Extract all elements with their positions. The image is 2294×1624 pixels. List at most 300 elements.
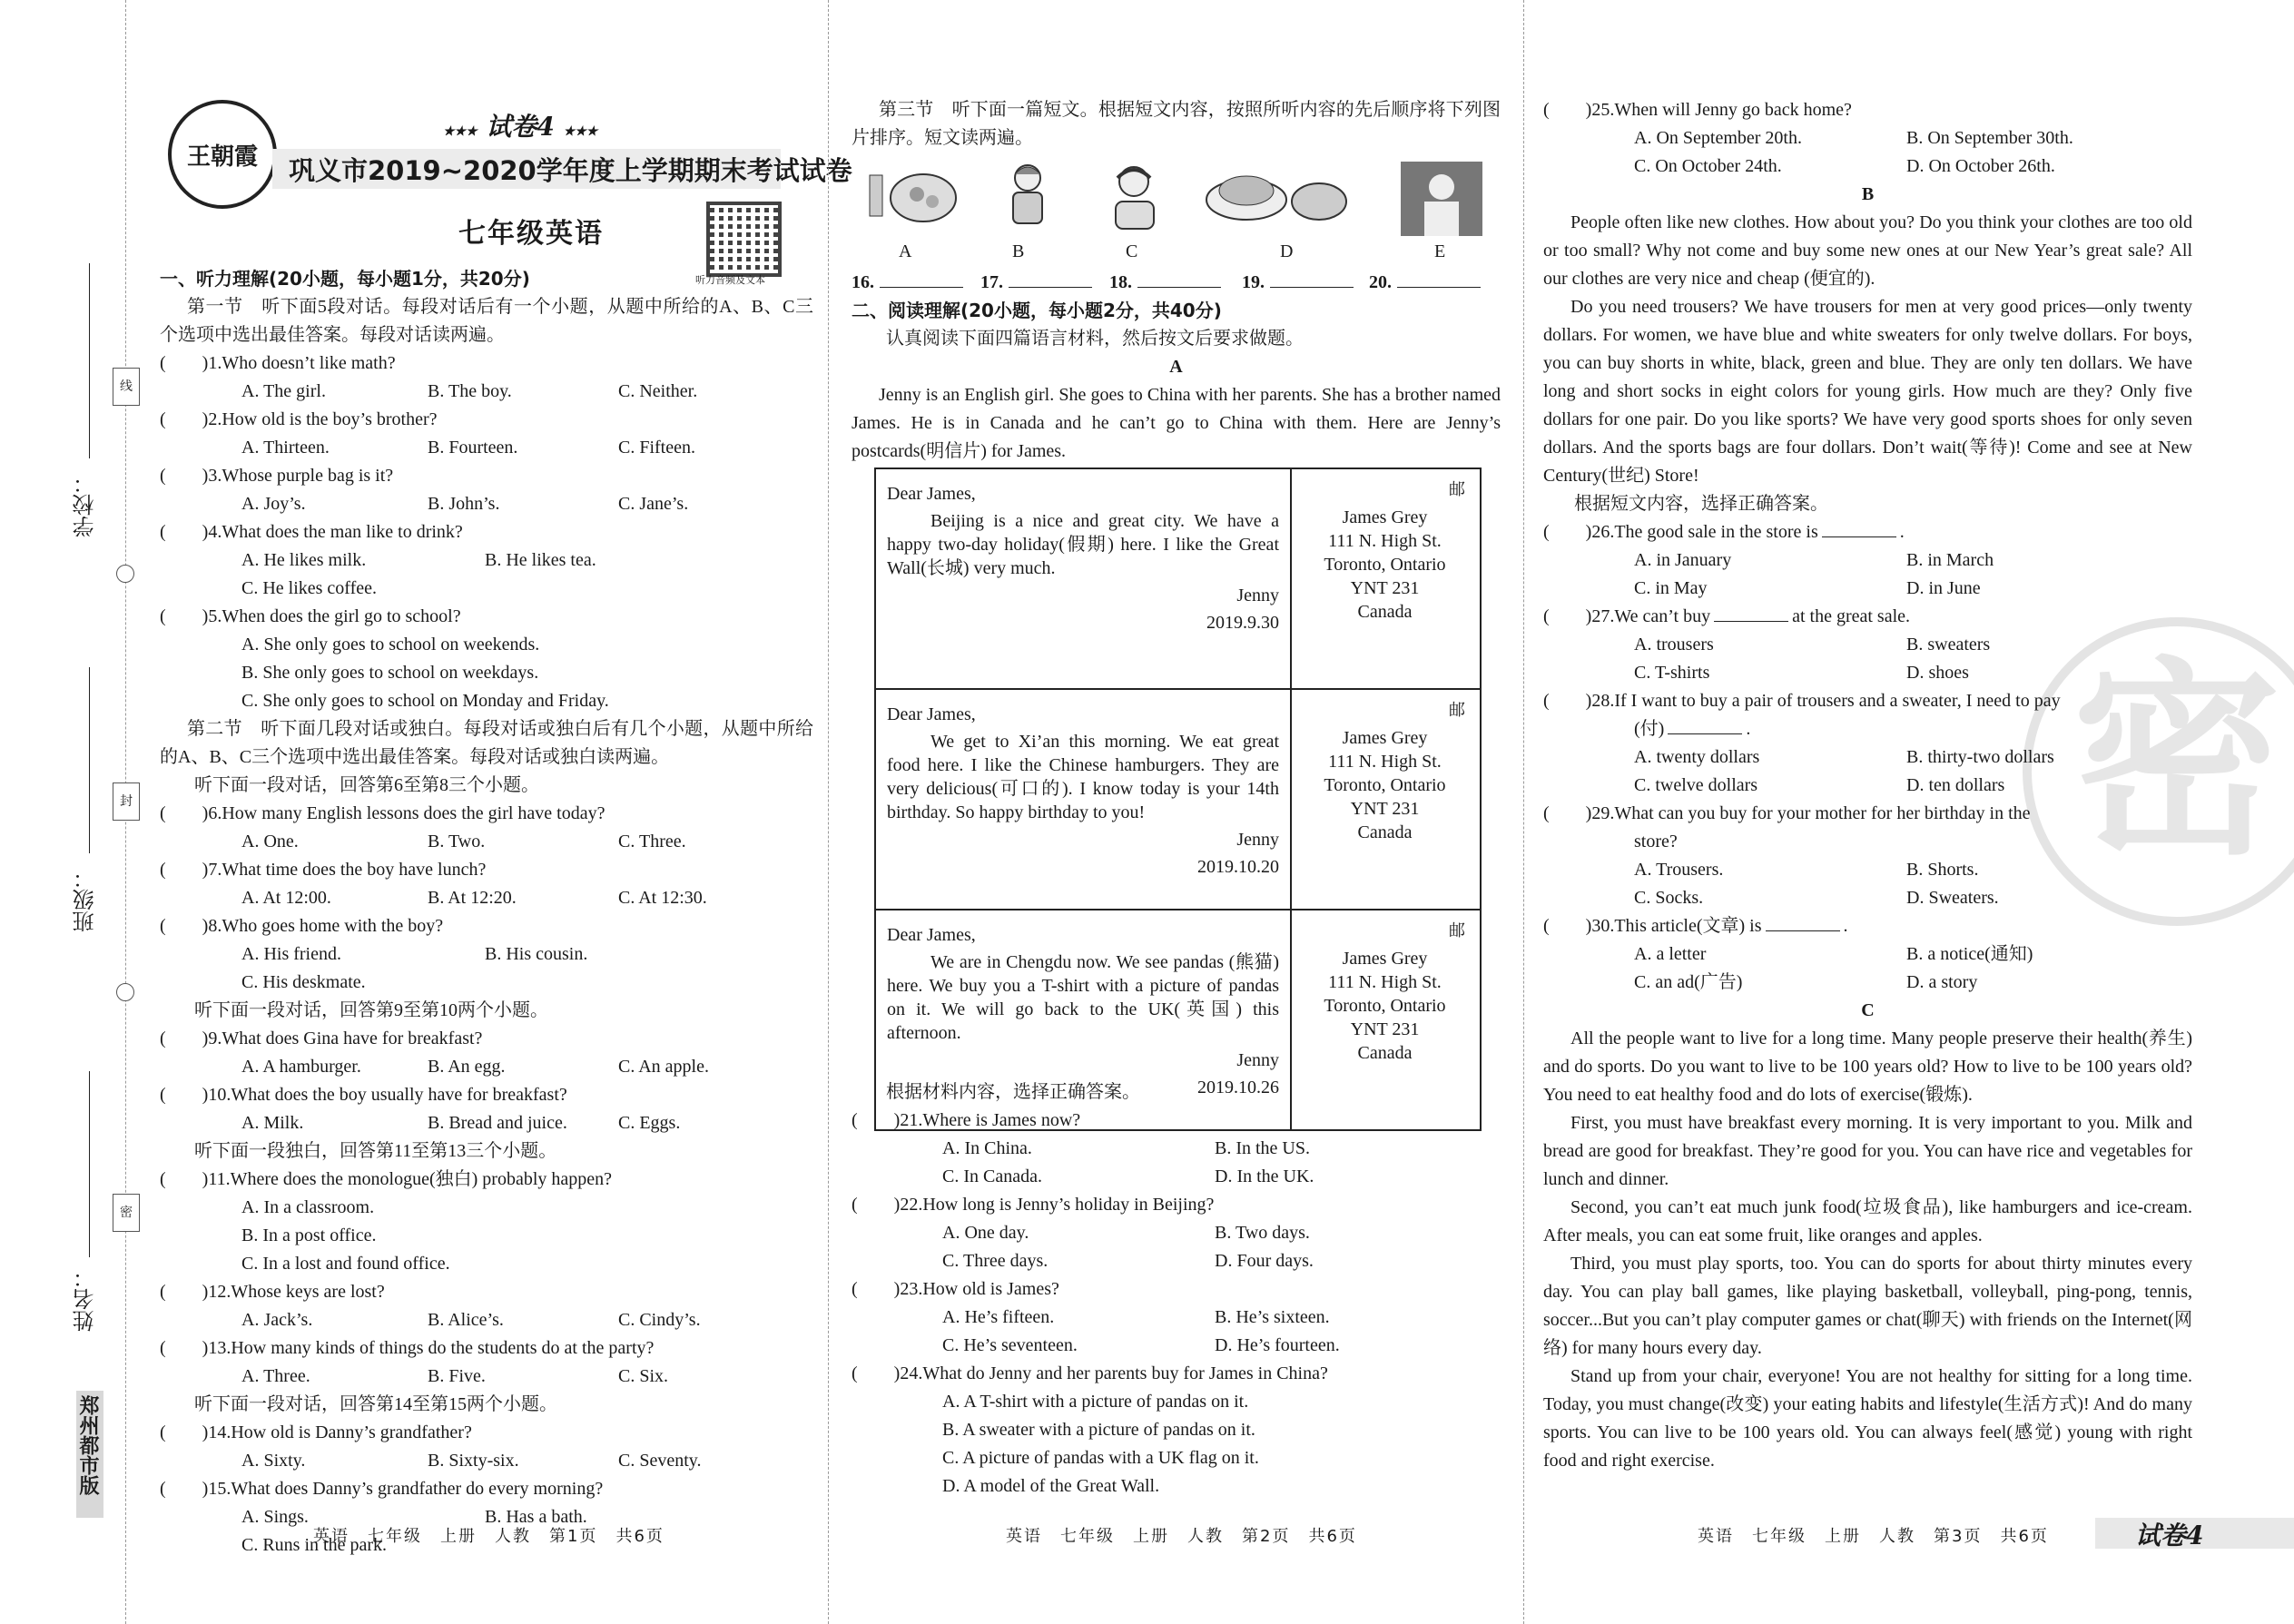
postcard-stamp: 邮 [1449,921,1465,940]
option: A. trousers [1634,635,1714,655]
question-text-after: . [1746,719,1751,739]
section-instruction: 认真阅读下面四篇语言材料，然后按文后要求做题。 [886,329,1304,349]
blank-line [1270,271,1354,288]
option: B. She only goes to school on weekdays. [241,663,539,683]
part-instruction: 第三节 听下面一篇短文。根据短文内容，按照所听内容的先后顺序将下列图片排序。短文读两遍。 [852,100,1501,148]
option-row [160,828,813,856]
postcard-stamp: 邮 [1449,480,1465,499]
woman-icon [1401,162,1482,236]
page-footer: 英语 七年级 上册 人教 第3页 共6页 [1698,1527,2049,1546]
option: B. Sixty-six. [428,1451,519,1471]
question-text: When will Jenny go back home? [1614,100,1852,120]
address-line: Toronto, Ontario [1324,775,1446,795]
subject-title: 七年级英语 [458,218,604,250]
option: B. At 12:20. [428,888,517,908]
option: A. She only goes to school on weekends. [241,635,540,655]
option: C. Three. [618,832,686,851]
page-footer: 英语 七年级 上册 人教 第2页 共6页 [1006,1527,1357,1546]
address-line: YNT 231 [1350,799,1420,819]
question-number: 5. [208,606,222,626]
question-number: 25. [1591,100,1615,120]
option: C. Eggs. [618,1113,681,1133]
option: A. On September 20th. [1634,128,1802,148]
option-row [1543,743,2192,772]
option: C. Socks. [1634,888,1704,908]
question-stem [1543,800,2192,828]
name-line [89,1071,90,1257]
food-plate-icon [867,162,958,225]
option: B. in March [1906,550,1994,570]
question-stem [160,1475,813,1503]
question-list [160,1166,813,1391]
option: C. At 12:30. [618,888,707,908]
answer-paren: ( ) [160,466,209,486]
option: B. Has a bath. [485,1507,587,1527]
option: A. He likes milk. [241,550,367,570]
passage-letter: C [1861,1000,1875,1020]
postcard-message [876,690,1292,909]
question-text: Where is James now? [922,1110,1081,1130]
question-stem [160,1334,813,1363]
postcard-table [874,468,1482,1131]
answer-paren: ( ) [160,803,209,823]
option-row [1543,546,2192,575]
option: B. thirty-two dollars [1906,747,2054,767]
passage-letter: B [1861,184,1875,204]
blank-number: 19. [1242,272,1265,292]
option: B. Two days. [1215,1223,1310,1243]
blank-line [1397,271,1481,288]
question-text-after: . [1899,522,1905,542]
option: B. Alice’s. [428,1310,504,1330]
question-number: 27. [1591,606,1615,626]
column-2-reading [852,297,1501,466]
postcard-body: We are in Chengdu now. We see pandas (熊猫) here. We buy you a T-shirt with a picture of pandas on it. We will go back to the UK(英国) this afternoon. [887,952,1279,1043]
question-stem [160,1025,813,1053]
qr-caption: 听力音频及文本 [695,274,765,286]
star-icon: ★★★ [443,124,478,139]
question-number: 13. [208,1338,231,1358]
question-text: We can’t buy [1614,606,1711,626]
logo [168,100,277,209]
passage-letter: A [1169,357,1183,377]
star-icon: ★★★ [563,124,598,139]
option-row [160,546,813,575]
option-row [852,1416,1501,1444]
passage-paragraph: People often like new clothes. How about you? Do you think your clothes are too old or too small? Why not come and buy some new ones at our New Year’s great sale? All our clothes are very nice and cheap (便宜的). [1543,212,2192,289]
option-row [852,1247,1501,1275]
option-row [160,1250,813,1278]
question-text-after: . [1843,916,1848,936]
question-text: Who doesn’t like math? [222,353,396,373]
postcard-body: Beijing is a nice and great city. We have a happy two-day holiday(假期) here. I like the Great Wall(长城) very much. [887,511,1279,578]
question-text: Who goes home with the boy? [222,916,444,936]
question-stem [852,1360,1501,1388]
option-row [160,1053,813,1081]
question-text: Whose purple bag is it? [222,466,394,486]
option-row [1543,659,2192,687]
exam-title: 巩义市2019~2020学年度上学期期末考试试卷 [289,155,852,186]
address-line: YNT 231 [1350,1019,1420,1039]
question-stem [1543,603,2192,631]
option-row [1543,153,2192,181]
question-text: How old is Danny’s grandfather? [231,1422,472,1442]
option: A. Three. [241,1366,310,1386]
question-text: What can you buy for your mother for her birthday in the [1614,803,2031,823]
option-row [160,969,813,997]
section-heading: 一、听力理解(20小题，每小题1分，共20分) [160,268,530,290]
option-row [160,687,813,715]
blank-line [1137,271,1221,288]
answer-paren: ( ) [160,860,209,880]
option: C. Runs in the park. [241,1535,387,1555]
picture-food-plate [867,162,958,225]
question-list [852,1107,1501,1501]
question-stem [852,1275,1501,1304]
option: B. Bread and juice. [428,1113,567,1133]
option: A. One. [241,832,299,851]
passage-paragraph: All the people want to live for a long time. Many people preserve their health(养生) and do sports. Do you want to live to be 100 years old? How to live to be 100 years old? You need to eat healthy food and do lots of exercise(锻炼). [1543,1029,2192,1105]
blank-number: 18. [1109,272,1132,292]
edition-label: 郑州都市版 [76,1395,99,1495]
column-3 [1543,96,2192,1475]
answer-paren: ( ) [160,1029,209,1048]
address-line: YNT 231 [1350,578,1420,598]
answer-paren: ( ) [160,606,209,626]
option: D. A model of the Great Wall. [942,1476,1160,1496]
option: D. In the UK. [1215,1166,1314,1186]
option-row [160,378,813,406]
postcard-signature: Jenny [1236,1050,1279,1070]
question-text: What time does the boy have lunch? [222,860,487,880]
girl-cake-icon [1103,162,1167,232]
answer-paren: ( ) [852,1363,901,1383]
blank-line [1822,520,1896,537]
question-stem [1543,912,2192,940]
question-stem [160,518,813,546]
answer-paren: ( ) [1543,691,1592,711]
option: B. The boy. [428,381,512,401]
answer-blank [980,271,1092,293]
option: C. T-shirts [1634,663,1710,683]
address-line: James Grey [1342,949,1428,969]
column-1 [160,265,813,1560]
sub-instruction: 听下面一段对话，回答第6至第8三个小题。 [194,775,539,795]
passage-paragraph: Stand up from your chair, everyone! You are not healthy for sitting for a long time. Today, you must change(改变) your eating habits and lifestyle(生活方式)! And do many sports. You can live to be 100 years old. You can always feel(感觉) young with right food and right exercise. [1543,1366,2192,1471]
picture-woman [1401,162,1482,236]
answer-blank [1109,271,1221,293]
question-text: What does Gina have for breakfast? [222,1029,483,1048]
postcard [876,690,1480,910]
option-row [852,1332,1501,1360]
option: D. Four days. [1215,1251,1314,1271]
question-number: 14. [208,1422,231,1442]
option-row [1543,940,2192,969]
question-text: How old is the boy’s brother? [222,409,438,429]
option: A. The girl. [241,381,326,401]
option: C. An apple. [618,1057,709,1077]
option: A. He’s fifteen. [942,1307,1055,1327]
question-stem [1543,96,2192,124]
option-row [160,940,813,969]
option: B. His cousin. [485,944,588,964]
picture-label: B [1012,241,1025,261]
question-number: 29. [1591,803,1615,823]
column-2-questions [852,1078,1501,1501]
question-stem [160,856,813,884]
address-line: Toronto, Ontario [1324,996,1446,1016]
option-row [1543,856,2192,884]
option: C. Cindy’s. [618,1310,701,1330]
option: A. Sixty. [241,1451,306,1471]
address-line: James Grey [1342,728,1428,748]
sub-instruction: 听下面一段独白，回答第11至第13三个小题。 [194,1141,557,1161]
answer-blank [852,271,963,293]
passage-b [1543,209,2192,490]
option-row [852,1304,1501,1332]
option: D. He’s fourteen. [1215,1335,1340,1355]
postcard-date: 2019.10.26 [1197,1078,1279,1097]
passage-a: Jenny is an English girl. She goes to China with her parents. She has a brother named James. He is in Canada and he can’t go to China with them. Here are Jenny’s postcards(明信片) for James. [852,385,1501,461]
address-line: Canada [1357,822,1413,842]
column-divider [828,0,829,1624]
answer-paren: ( ) [160,1169,209,1189]
answer-paren: ( ) [1543,606,1592,626]
option: A. Milk. [241,1113,304,1133]
passage-paragraph: Do you need trousers? We have trousers for men at very good prices—only twenty dollars. For women, we have blue and white sweaters for only twelve dollars. For boys, you can buy shorts in white, black, green and blue. They are only ten dollars. We have long and short socks in eight colors for young girls. How much are they? Only five dollars for one pair. Do you like sports? We have very good sports shoes for only seven dollars. And the sports bags are four dollars. Don’t wait(等待)! Come and see at New Century(世纪) Store! [1543,297,2192,486]
option-row [160,631,813,659]
question-stem [160,349,813,378]
answer-paren: ( ) [160,1282,209,1302]
question-stem [160,1278,813,1306]
option: B. sweaters [1906,635,1991,655]
question-number: 7. [208,860,222,880]
answer-blank [1242,271,1354,293]
question-stem [160,1419,813,1447]
question-number: 9. [208,1029,222,1048]
question-text: How many kinds of things do the students do at the party? [231,1338,655,1358]
question-stem [160,603,813,631]
question-number: 4. [208,522,222,542]
question-number: 12. [208,1282,231,1302]
option: C. twelve dollars [1634,775,1758,795]
option: C. He’s seventeen. [942,1335,1078,1355]
question-text: If I want to buy a pair of trousers and a sweater, I need to pay [1614,691,2061,711]
question-text: (付) [1634,719,1665,739]
option: B. He’s sixteen. [1215,1307,1330,1327]
postcard-signature: Jenny [1236,586,1279,605]
option: B. He likes tea. [485,550,596,570]
picture-label: C [1126,241,1138,261]
question-number: 6. [208,803,222,823]
option: C. Neither. [618,381,698,401]
postcard-greeting: Dear James, [887,925,976,945]
postcard-signature: Jenny [1236,830,1279,850]
option: B. In a post office. [241,1225,377,1245]
question-stem [1543,687,2192,715]
address-line: 111 N. High St. [1328,531,1442,551]
option: A. a letter [1634,944,1707,964]
option-row [1543,772,2192,800]
postcard-greeting: Dear James, [887,484,976,504]
picture-label: E [1434,241,1446,261]
page-footer: 英语 七年级 上册 人教 第1页 共6页 [313,1527,665,1546]
option-row [1543,631,2192,659]
option-row [160,659,813,687]
option: C. Fifteen. [618,438,695,458]
logo-text: 王朝霞 [186,143,258,171]
question-stem [160,912,813,940]
option: C. In a lost and found office. [241,1254,450,1274]
postcard-address [1292,469,1478,688]
blank-number: 17. [980,272,1003,292]
name-label: 姓名： [73,1266,98,1332]
question-list [1543,96,2192,181]
question-stem [1543,518,2192,546]
question-text: How long is Jenny’s holiday in Beijing? [922,1195,1215,1215]
postcard-date: 2019.10.20 [1197,857,1279,877]
question-number: 3. [208,466,222,486]
option: B. Two. [428,832,486,851]
answer-paren: ( ) [160,522,209,542]
answer-paren: ( ) [852,1195,901,1215]
blank-line [880,271,963,288]
binding-hole [116,983,134,1001]
class-line [89,667,90,853]
question-number: 21. [900,1110,923,1130]
binding-hole [116,565,134,583]
question-number: 8. [208,916,222,936]
passage-paragraph: Third, you must play sports, too. You can do sports for about thirty minutes every day. You can play ball games, like playing basketball, volleyball, ping-pong, tennis, soccer...But you can’t play computer games or chat(聊天) with friends on the Internet(网络) for many hours every day. [1543,1254,2192,1358]
seal-line: 线 [113,368,140,406]
option: B. An egg. [428,1057,506,1077]
option-row [852,1135,1501,1163]
option-row [1543,575,2192,603]
question-number: 22. [900,1195,923,1215]
school-label: 学校： [73,472,98,537]
picture-label: D [1280,241,1294,261]
option: B. Five. [428,1366,486,1386]
postcard-greeting: Dear James, [887,704,976,724]
picture-label: A [899,241,912,261]
question-text: What does the boy usually have for breakfast? [231,1085,567,1105]
question-text: Whose keys are lost? [231,1282,385,1302]
option: A. A T-shirt with a picture of pandas on it. [942,1392,1249,1412]
seal-seal: 封 [113,782,140,821]
option: A. A hamburger. [241,1057,361,1077]
question-number: 15. [208,1479,231,1499]
question-stem [160,462,813,490]
option-row [160,1194,813,1222]
passage-c [1543,1025,2192,1475]
address-line: Canada [1357,1043,1413,1063]
question-stem [160,406,813,434]
question-number: 26. [1591,522,1615,542]
option: B. John’s. [428,494,500,514]
option: A. Joy’s. [241,494,306,514]
postcard-message [876,469,1292,688]
address-line: 111 N. High St. [1328,752,1442,772]
postcard-body: We get to Xi’an this morning. We eat great food here. I like the Chinese hamburgers. They are very delicious(可口的). I know today is your 14th birthday. So happy birthday to you! [887,732,1279,822]
picture-girl-cake [1103,162,1167,232]
blank-line [1766,914,1840,931]
answer-paren: ( ) [1543,916,1592,936]
column-2 [852,96,1501,153]
option: A. At 12:00. [241,888,331,908]
address-line: 111 N. High St. [1328,972,1442,992]
postcard [876,469,1480,690]
blank-number: 16. [852,272,874,292]
option: C. Three days. [942,1251,1049,1271]
option: B. On September 30th. [1906,128,2073,148]
question-stem [852,1107,1501,1135]
question-list [160,1025,813,1137]
option-row [852,1472,1501,1501]
option: A. In China. [942,1138,1032,1158]
answer-paren: ( ) [160,916,209,936]
exam-series-label: 试卷4 [486,112,555,142]
question-text: How many English lessons does the girl have today? [222,803,605,823]
school-line [89,263,90,458]
postcard-date: 2019.9.30 [1206,613,1279,633]
option: C. an ad(广告) [1634,972,1743,992]
answer-paren: ( ) [160,353,209,373]
option: C. Six. [618,1366,669,1386]
postcard-address [1292,690,1478,909]
option: A. Sings. [241,1507,309,1527]
answer-paren: ( ) [852,1110,901,1130]
option: C. In Canada. [942,1166,1042,1186]
passage-paragraph: First, you must have breakfast every morning. It is very important to you. Milk and bread are good for breakfast. They’re good for you. You can have rice and vegetables for lunch and dinner. [1543,1113,2192,1189]
blank-line [1668,717,1742,734]
answer-paren: ( ) [852,1279,901,1299]
question-text: What does Danny’s grandfather do every morning? [231,1479,604,1499]
section-instruction: 根据短文内容，选择正确答案。 [1574,494,1828,514]
option-row [852,1388,1501,1416]
option: A. Thirteen. [241,438,330,458]
question-text: Where does the monologue(独白) probably happen? [230,1169,613,1189]
binding-strip [0,0,133,1624]
option-row [1543,969,2192,997]
watermark-text: 密 [2072,641,2281,883]
question-number: 11. [208,1169,231,1189]
sub-instruction: 听下面一段对话，回答第9至第10两个小题。 [194,1000,548,1020]
section-heading: 二、阅读理解(20小题，每小题2分，共40分) [852,300,1222,321]
answer-paren: ( ) [1543,803,1592,823]
column-divider [1523,0,1524,1624]
answer-paren: ( ) [160,409,209,429]
option: C. Jane’s. [618,494,689,514]
question-number: 2. [208,409,222,429]
option: C. On October 24th. [1634,156,1782,176]
answer-paren: ( ) [160,1338,209,1358]
option-row [852,1219,1501,1247]
option-row [160,1109,813,1137]
question-list [160,349,813,715]
option-row [160,434,813,462]
question-number: 24. [900,1363,923,1383]
option: B. a notice(通知) [1906,944,2033,964]
question-text: What does the man like to drink? [222,522,463,542]
option: A. One day. [942,1223,1029,1243]
answer-paren: ( ) [1543,100,1592,120]
sub-instruction: 听下面一段对话，回答第14至第15两个小题。 [194,1394,557,1414]
option: A. Jack’s. [241,1310,313,1330]
question-text: The good sale in the store is [1614,522,1818,542]
question-text: store? [1634,832,1678,851]
option: C. A picture of pandas with a UK flag on it. [942,1448,1259,1468]
exam-series [443,107,597,143]
